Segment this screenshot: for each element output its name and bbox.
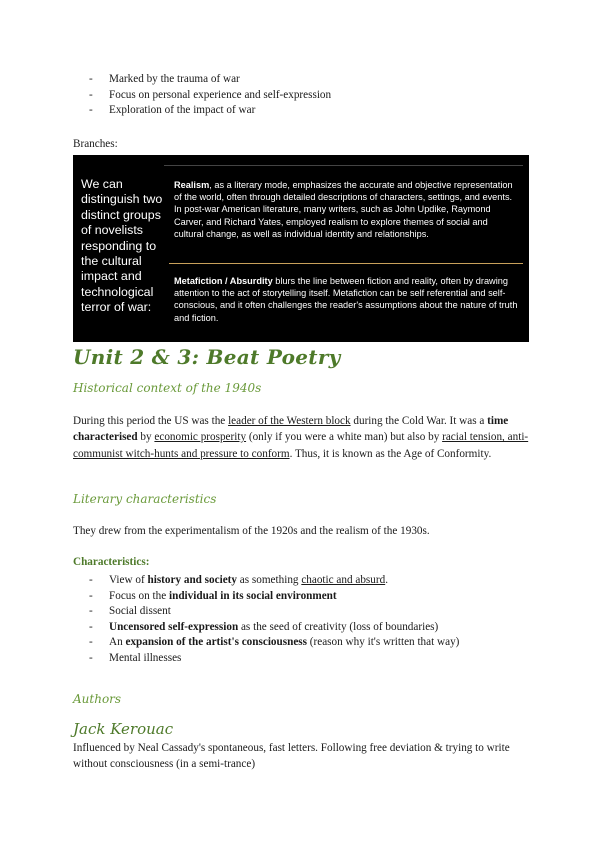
list-item: [73, 589, 543, 605]
text-run: (reason why it's written that way): [307, 636, 460, 649]
list-item: [73, 604, 543, 620]
text-run: View of: [109, 574, 148, 586]
underlined-text: economic prosperity: [154, 431, 247, 444]
text-run: during the Cold War. It was a: [350, 415, 488, 427]
historical-paragraph: [73, 413, 535, 462]
text-run: Mental illnesses: [109, 651, 182, 664]
underlined-text: racial tension, anti-communist witch-hunts and pressure to conform: [73, 431, 529, 460]
realism-term: Realism: [174, 180, 210, 190]
text-run: . Thus, it is known as the Age of Conformity.: [289, 447, 492, 460]
metafiction-text: blurs the line between fiction and reality, often by drawing attention to the act of storytelling itself. Metafiction can be self referential and self-conscious, and it often challenges the reader's assumptions about the nature of truth and fiction.: [174, 276, 518, 323]
list-item: [73, 573, 543, 589]
box-divider: [169, 263, 523, 264]
text-run: as the seed of creativity (loss of boundaries): [238, 620, 439, 633]
realism-description: [174, 179, 519, 240]
branches-label: Branches:: [73, 138, 118, 150]
bold-text: expansion of the artist's consciousness: [125, 636, 307, 649]
text-run: .: [385, 574, 388, 586]
metafiction-term: Metafiction / Absurdity: [174, 276, 273, 286]
unit-title: Unit 2 & 3: Beat Poetry: [73, 345, 341, 369]
list-item: [73, 651, 543, 667]
list-item: [73, 72, 543, 88]
list-item: [73, 620, 543, 636]
text-run: Focus on the: [109, 589, 169, 602]
bold-text: history and society: [147, 574, 237, 586]
bold-text: individual in its social environment: [168, 589, 337, 602]
text-run: During this period the US was the: [73, 415, 229, 427]
text-run: Social dissent: [109, 605, 171, 618]
characteristics-label: Characteristics:: [73, 556, 150, 568]
bold-text: time characterised: [73, 415, 509, 444]
metafiction-description: [174, 275, 519, 324]
list-item: [73, 103, 543, 119]
list-item-text: Focus on personal experience and self-expression: [109, 88, 332, 101]
historical-heading: Historical context of the 1940s: [73, 381, 262, 395]
bold-text: Uncensored self-expression: [109, 620, 239, 633]
underlined-text: leader of the Western block: [228, 415, 351, 427]
list-item-text: Marked by the trauma of war: [109, 73, 240, 85]
literary-paragraph: They drew from the experimentalism of the 1920s and the realism of the 1930s.: [73, 525, 430, 537]
kerouac-heading: Jack Kerouac: [73, 720, 174, 738]
war-traits-list: [73, 72, 543, 119]
characteristics-list: [73, 573, 543, 667]
text-run: An: [109, 636, 126, 649]
underlined-text: chaotic and absurd: [301, 574, 386, 586]
box-top-divider: [164, 165, 523, 166]
realism-text: , as a literary mode, emphasizes the accurate and objective representation of the world, often through detailed descriptions of characters, settings, and events. In post-war American literature, many writers, such as John Updike, Raymond Carver, and Richard Yates, employed realism to explore themes of social and cultural change, as well as individual identity and relationships.: [174, 180, 513, 239]
list-item-text: Exploration of the impact of war: [109, 104, 256, 117]
text-run: (only if you were a white man) but also by: [246, 431, 443, 444]
literary-heading: Literary characteristics: [73, 492, 217, 506]
text-run: by: [137, 431, 155, 444]
list-item: [73, 88, 543, 104]
text-run: as something: [236, 574, 302, 586]
list-item: [73, 635, 543, 651]
kerouac-paragraph: Influenced by Neal Cassady's spontaneous, fast letters. Following free deviation & trying to write without consciousness (in a semi-trance): [73, 742, 510, 771]
authors-heading: Authors: [73, 692, 122, 706]
box-left-text: We can distinguish two distinct groups of novelists responding to the cultural impact and technological terror of war:: [81, 177, 163, 315]
branches-box: [73, 155, 529, 342]
